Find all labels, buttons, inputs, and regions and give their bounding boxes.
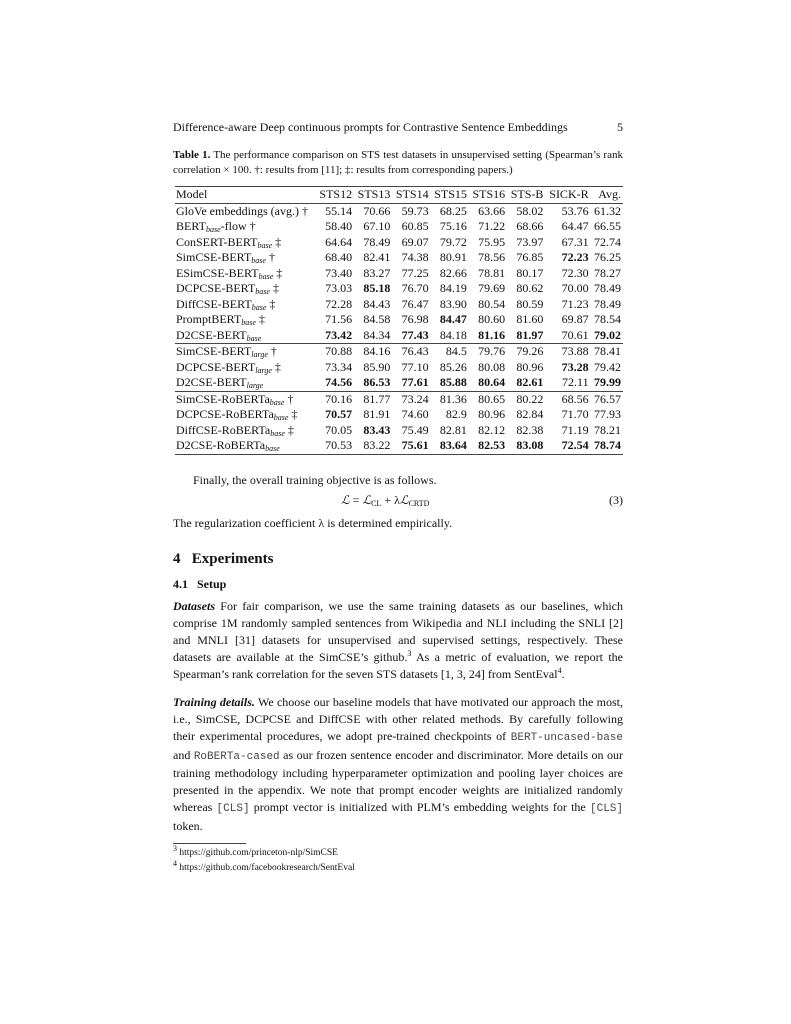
- table-row: [175, 312, 623, 328]
- score-cell: 85.26: [439, 359, 467, 374]
- score-cell: 63.66: [478, 203, 506, 218]
- model-name: DCPCSE-BERT: [176, 281, 256, 296]
- code-bert: BERT-uncased-base: [510, 731, 623, 744]
- caption-text: The performance comparison on STS test datasets in unsupervised setting (Spearman’s rank correlation × 100. †: results from [11]; ‡: results from corresponding papers.): [173, 149, 623, 176]
- score-cell: 70.00: [561, 281, 589, 296]
- footnote-3: [173, 843, 623, 861]
- datasets-lead: Datasets: [173, 599, 215, 614]
- score-cell: 85.90: [363, 359, 391, 374]
- score-cell: 76.70: [401, 281, 429, 296]
- score-cell: 82.84: [516, 407, 544, 422]
- score-cell: 61.32: [594, 203, 621, 218]
- score-cell: 64.47: [561, 219, 589, 234]
- model-size-subscript: base: [205, 225, 221, 235]
- score-cell: 85.88: [439, 375, 467, 390]
- model-name-cell: [175, 297, 316, 313]
- score-cell: 80.08: [478, 359, 506, 374]
- score-cell: 81.36: [439, 391, 467, 406]
- source-mark: ‡: [291, 407, 298, 422]
- table-row: [175, 250, 623, 266]
- score-cell: 76.25: [594, 250, 621, 265]
- score-cell: 79.72: [439, 234, 467, 249]
- datasets-text-2: As a metric of evaluation, we report the Spearman’s rank correlation for the seven STS datasets [1, 3, 24] from SentEval: [173, 650, 623, 681]
- score-cell: 81.91: [363, 407, 391, 422]
- score-cell: 74.60: [401, 407, 429, 422]
- model-size-subscript: large: [255, 365, 272, 375]
- score-cell: 71.22: [478, 219, 506, 234]
- training-text-3: as our frozen sentence encoder and discriminator. More details on our training methodology including hyperparameter optimization and pooling layer choices are presented in the appendix. We note that prompt encoder weights are initialized randomly whereas: [173, 747, 623, 815]
- score-cell: 53.76: [561, 203, 589, 218]
- paragraph-datasets: [173, 598, 623, 683]
- score-cell: 84.43: [363, 296, 391, 311]
- column-header: STS15: [434, 187, 467, 202]
- score-cell: 80.65: [478, 391, 506, 406]
- equation-body: [341, 492, 429, 509]
- score-cell: 83.43: [363, 422, 391, 437]
- score-cell: 80.62: [516, 281, 544, 296]
- column-header: STS-B: [510, 187, 544, 202]
- score-cell: 70.61: [561, 327, 589, 342]
- model-name: D2CSE-RoBERTa: [176, 438, 266, 453]
- score-cell: 77.61: [401, 375, 429, 390]
- score-cell: 70.16: [325, 391, 353, 406]
- table-row: [175, 297, 623, 313]
- table-caption: [173, 148, 623, 178]
- score-cell: 68.56: [561, 391, 589, 406]
- footnote-divider: [173, 843, 246, 844]
- score-cell: 84.58: [363, 312, 391, 327]
- model-name-cell: [175, 235, 316, 251]
- footnote-ref-4[interactable]: 4: [557, 665, 562, 675]
- model-name-cell: [175, 423, 316, 439]
- table-row: [175, 344, 623, 360]
- score-cell: 68.25: [439, 203, 467, 218]
- score-cell: 74.38: [401, 250, 429, 265]
- table-row: [175, 360, 623, 376]
- score-cell: 72.30: [561, 265, 589, 280]
- score-cell: 80.96: [478, 407, 506, 422]
- table-row: [175, 266, 623, 282]
- score-cell: 78.74: [594, 438, 621, 453]
- model-size-subscript: base: [273, 413, 289, 423]
- model-size-subscript: base: [269, 397, 285, 407]
- model-name-cell: [175, 375, 316, 391]
- score-cell: 70.05: [325, 422, 353, 437]
- score-cell: 80.59: [516, 296, 544, 311]
- score-cell: 73.03: [325, 281, 353, 296]
- score-cell: 80.91: [439, 250, 467, 265]
- table-header-row: [175, 187, 623, 204]
- score-cell: 84.16: [363, 344, 391, 359]
- model-size-subscript: base: [258, 271, 274, 281]
- source-mark: ‡: [272, 281, 279, 296]
- score-cell: 78.27: [594, 265, 621, 280]
- eq-lhs: ℒ: [341, 493, 350, 508]
- source-mark: ‡: [269, 296, 276, 311]
- score-cell: 80.54: [478, 296, 506, 311]
- eq-equals: =: [349, 493, 363, 508]
- column-header: STS16: [472, 187, 506, 202]
- source-mark: †: [301, 203, 308, 218]
- model-name: DCPCSE-RoBERTa: [176, 407, 274, 422]
- score-cell: 85.18: [363, 281, 391, 296]
- score-cell: 78.49: [363, 234, 391, 249]
- score-cell: 76.43: [401, 344, 429, 359]
- model-size-subscript: base: [265, 444, 280, 454]
- score-cell: 68.66: [516, 219, 544, 234]
- model-name-cell: [175, 266, 316, 282]
- eq-term1: ℒ: [362, 493, 372, 508]
- score-cell: 82.66: [439, 265, 467, 280]
- score-cell: 73.88: [561, 344, 589, 359]
- code-cls-1: [CLS]: [216, 803, 250, 816]
- column-header: Model: [176, 187, 208, 202]
- datasets-text-1: For fair comparison, we use the same training datasets as our baselines, which comprise 1M randomly sampled sentences from Wikipedia and NLI including the SNLI [2] and MNLI [31] datasets for unsupervised and supervised settings, respectively. These datasets are available at the SimCSE’s github.: [173, 599, 623, 665]
- model-name: D2CSE-BERT: [176, 375, 247, 390]
- score-cell: 78.54: [594, 312, 621, 327]
- score-cell: 82.38: [516, 422, 544, 437]
- score-cell: 84.18: [439, 327, 467, 342]
- score-cell: 58.40: [325, 219, 353, 234]
- score-cell: 55.14: [325, 203, 353, 218]
- table-row: [175, 219, 623, 235]
- score-cell: 68.40: [325, 250, 353, 265]
- table-row: [175, 407, 623, 423]
- score-cell: 79.26: [516, 344, 544, 359]
- score-cell: 84.34: [363, 327, 391, 342]
- model-size-subscript: base: [246, 333, 262, 343]
- column-header: STS12: [319, 187, 353, 202]
- model-size-subscript: base: [270, 428, 285, 438]
- model-name-cell: [175, 438, 316, 454]
- model-name: DiffCSE-BERT: [176, 296, 252, 311]
- score-cell: 82.61: [516, 375, 544, 390]
- paragraph-training-details: [173, 694, 623, 835]
- model-name-cell: [175, 281, 316, 297]
- score-cell: 72.74: [594, 234, 621, 249]
- model-size-subscript: base: [241, 318, 256, 328]
- score-cell: 66.55: [594, 219, 621, 234]
- model-name: SimCSE-BERT: [176, 344, 252, 359]
- score-cell: 79.69: [478, 281, 506, 296]
- score-cell: 73.28: [561, 359, 589, 374]
- footnote-4-num: 4: [173, 858, 177, 868]
- model-name: BERT: [176, 219, 206, 234]
- model-size-subscript: base: [251, 256, 266, 266]
- score-cell: 81.16: [478, 327, 506, 342]
- model-name-cell: [175, 407, 316, 423]
- score-cell: 72.23: [561, 250, 589, 265]
- caption-label: Table 1.: [173, 149, 211, 161]
- score-cell: 83.08: [516, 438, 544, 453]
- model-name: D2CSE-BERT: [176, 327, 247, 342]
- score-cell: 83.64: [439, 438, 467, 453]
- eq-term1-sub: CL: [371, 499, 382, 509]
- score-cell: 67.31: [561, 234, 589, 249]
- page-number: 5: [617, 120, 623, 134]
- footnote-4-link[interactable]: https://github.com/facebookresearch/SentEval: [179, 863, 355, 874]
- eq-term2-sub: CRTD: [408, 499, 430, 509]
- score-cell: 69.87: [561, 312, 589, 327]
- model-size-subscript: base: [255, 287, 270, 297]
- score-cell: 79.99: [594, 375, 621, 390]
- model-name: ConSERT-BERT: [176, 234, 258, 249]
- score-cell: 67.10: [363, 219, 391, 234]
- model-size-subscript: large: [246, 381, 264, 391]
- source-mark: ‡: [258, 312, 265, 327]
- text-column: [173, 120, 623, 876]
- score-cell: 73.40: [325, 265, 353, 280]
- footnote-4: [173, 858, 623, 876]
- source-mark: †: [270, 344, 277, 359]
- column-header: Avg.: [598, 187, 621, 202]
- training-text-5: token.: [173, 819, 203, 834]
- table-row: [175, 328, 623, 344]
- training-text-2: and: [173, 747, 194, 762]
- source-mark: ‡: [275, 234, 282, 249]
- table-row: [175, 438, 623, 454]
- model-name: DCPCSE-BERT: [176, 359, 256, 374]
- table-row: [175, 423, 623, 439]
- score-cell: 79.42: [594, 359, 621, 374]
- score-cell: 75.61: [401, 438, 429, 453]
- paragraph-regularization: The regularization coefficient λ is determined empirically.: [173, 516, 453, 531]
- model-name-cell: [175, 219, 316, 235]
- equation-number: (3): [609, 493, 623, 508]
- source-mark: †: [287, 391, 294, 406]
- eq-plus-lambda: + λ: [381, 493, 400, 508]
- footnote-3-num: 3: [173, 843, 177, 853]
- score-cell: 83.22: [363, 438, 391, 453]
- score-cell: 64.64: [325, 234, 353, 249]
- score-cell: 79.02: [594, 327, 621, 342]
- training-text-1: We choose our baseline models that have motivated our approach the most, i.e., SimCSE, DCPCSE and DiffCSE with other related methods. By carefully following their experimental procedures, we adopt pre-trained checkpoints of: [173, 694, 623, 743]
- score-cell: 78.81: [478, 265, 506, 280]
- score-cell: 79.76: [478, 344, 506, 359]
- score-cell: 75.49: [401, 422, 429, 437]
- code-cls-2: [CLS]: [590, 803, 624, 816]
- score-cell: 83.27: [363, 265, 391, 280]
- score-cell: 81.77: [363, 391, 391, 406]
- model-name-cell: [175, 203, 316, 219]
- score-cell: 76.57: [594, 391, 621, 406]
- score-cell: 72.11: [562, 375, 589, 390]
- model-name: DiffCSE-RoBERTa: [176, 422, 271, 437]
- score-cell: 80.17: [516, 265, 544, 280]
- model-name: GloVe embeddings (avg.): [176, 203, 299, 218]
- footnote-ref-3[interactable]: 3: [407, 649, 412, 659]
- score-cell: 76.47: [401, 296, 429, 311]
- model-name: ESimCSE-BERT: [176, 265, 259, 280]
- score-cell: 80.22: [516, 391, 544, 406]
- model-size-subscript: base: [257, 240, 273, 250]
- source-mark: ‡: [274, 359, 281, 374]
- score-cell: 74.56: [325, 375, 353, 390]
- score-cell: 81.97: [516, 327, 544, 342]
- score-cell: 59.73: [401, 203, 429, 218]
- source-mark: †: [268, 250, 275, 265]
- score-cell: 81.60: [516, 312, 544, 327]
- score-cell: 84.47: [439, 312, 467, 327]
- score-cell: 71.23: [561, 296, 589, 311]
- score-cell: 82.81: [439, 422, 467, 437]
- section-heading: 4 Experiments: [173, 551, 274, 568]
- score-cell: 80.96: [516, 359, 544, 374]
- score-cell: 78.41: [594, 344, 621, 359]
- score-cell: 77.10: [401, 359, 429, 374]
- model-size-subscript: large: [251, 350, 268, 360]
- model-name-cell: [175, 391, 316, 407]
- model-name-cell: [175, 344, 316, 360]
- score-cell: 77.93: [594, 407, 621, 422]
- eq-term2: ℒ: [399, 493, 409, 508]
- score-cell: 60.85: [401, 219, 429, 234]
- results-table: [175, 186, 623, 455]
- running-title: Difference-aware Deep continuous prompts for Contrastive Sentence Embeddings: [173, 120, 568, 134]
- score-cell: 72.28: [325, 296, 353, 311]
- model-name-cell: [175, 360, 316, 376]
- score-cell: 73.42: [325, 327, 353, 342]
- table-row: [175, 281, 623, 297]
- score-cell: 73.24: [401, 391, 429, 406]
- table-row: [175, 203, 623, 219]
- score-cell: 70.53: [325, 438, 353, 453]
- model-name-cell: [175, 328, 316, 344]
- model-suffix: -flow: [220, 219, 247, 234]
- score-cell: 73.97: [516, 234, 544, 249]
- score-cell: 77.25: [401, 265, 429, 280]
- model-name-cell: [175, 250, 316, 266]
- score-cell: 72.54: [561, 438, 589, 453]
- score-cell: 75.16: [439, 219, 467, 234]
- model-name: SimCSE-RoBERTa: [176, 391, 270, 406]
- score-cell: 73.34: [325, 359, 353, 374]
- score-cell: 80.60: [478, 312, 506, 327]
- score-cell: 76.85: [516, 250, 544, 265]
- score-cell: 70.88: [325, 344, 353, 359]
- score-cell: 82.41: [363, 250, 391, 265]
- score-cell: 77.43: [401, 327, 429, 342]
- equation-3: [173, 492, 623, 509]
- score-cell: 80.64: [478, 375, 506, 390]
- score-cell: 70.57: [325, 407, 353, 422]
- score-cell: 71.56: [325, 312, 353, 327]
- score-cell: 76.98: [401, 312, 429, 327]
- source-mark: †: [249, 219, 256, 234]
- source-mark: ‡: [276, 265, 283, 280]
- source-mark: ‡: [287, 422, 294, 437]
- table-row: [175, 391, 623, 407]
- score-cell: 86.53: [363, 375, 391, 390]
- model-size-subscript: base: [251, 302, 267, 312]
- score-cell: 70.66: [363, 203, 391, 218]
- training-lead: Training details.: [173, 694, 255, 709]
- footnote-3-link[interactable]: https://github.com/princeton-nlp/SimCSE: [179, 848, 338, 859]
- score-cell: 82.9: [445, 407, 467, 422]
- score-cell: 71.70: [561, 407, 589, 422]
- score-cell: 69.07: [401, 234, 429, 249]
- model-name: PromptBERT: [176, 312, 242, 327]
- datasets-text-3: .: [561, 666, 565, 681]
- score-cell: 78.21: [594, 422, 621, 437]
- score-cell: 78.49: [594, 296, 621, 311]
- model-name-cell: [175, 312, 316, 328]
- score-cell: 71.19: [561, 422, 589, 437]
- score-cell: 84.19: [439, 281, 467, 296]
- score-cell: 83.90: [439, 296, 467, 311]
- score-cell: 78.49: [594, 281, 621, 296]
- table-row: [175, 235, 623, 251]
- column-header: STS13: [357, 187, 391, 202]
- column-header: STS14: [395, 187, 429, 202]
- code-roberta: RoBERTa-cased: [193, 750, 280, 763]
- paragraph-finally: Finally, the overall training objective is as follows.: [193, 472, 437, 487]
- model-name: SimCSE-BERT: [176, 250, 252, 265]
- running-head: [173, 120, 623, 135]
- score-cell: 82.53: [478, 438, 506, 453]
- score-cell: 82.12: [478, 422, 506, 437]
- score-cell: 78.56: [478, 250, 506, 265]
- score-cell: 75.95: [478, 234, 506, 249]
- column-header: SICK-R: [549, 187, 589, 202]
- score-cell: 84.5: [445, 344, 467, 359]
- table-row: [175, 375, 623, 391]
- subsection-heading: 4.1 Setup: [173, 577, 227, 592]
- score-cell: 58.02: [516, 203, 544, 218]
- training-text-4: prompt vector is initialized with PLM’s embedding weights for the: [249, 800, 590, 815]
